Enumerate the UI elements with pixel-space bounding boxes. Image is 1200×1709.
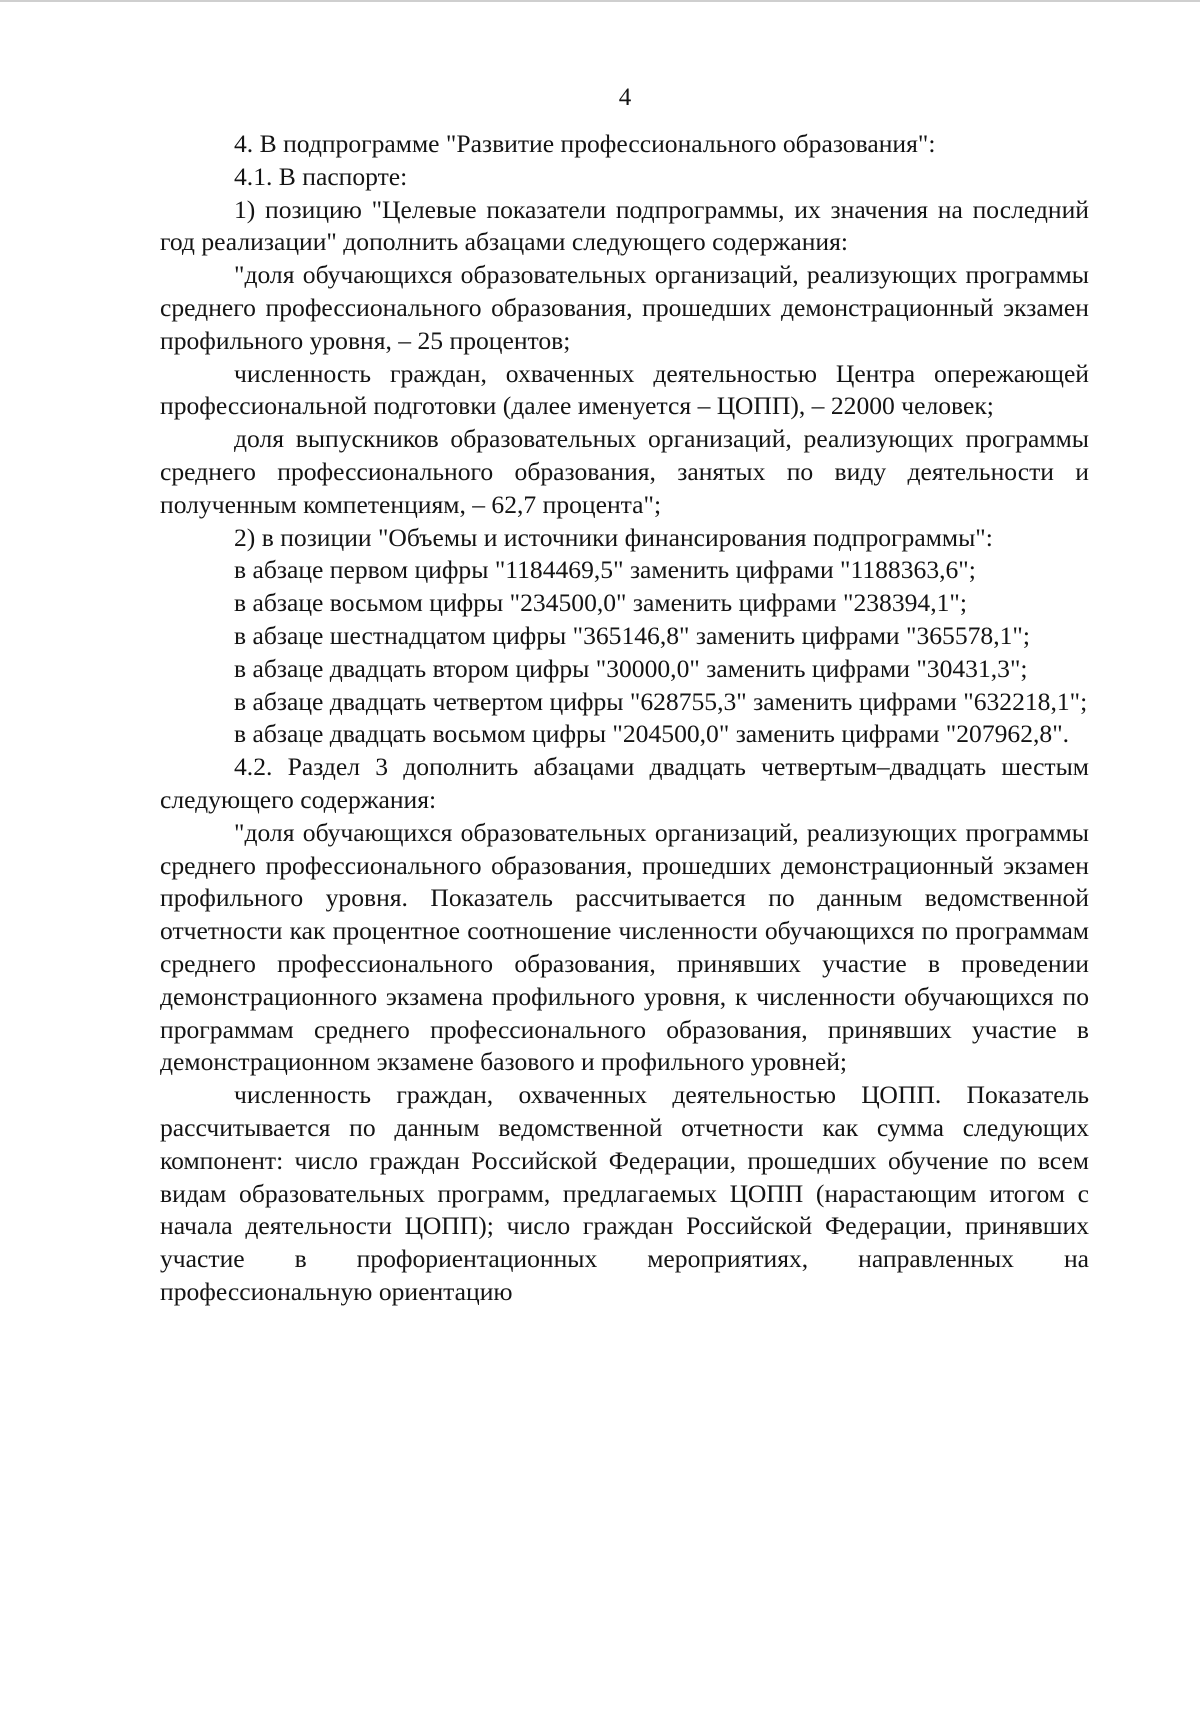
paragraph-demo-exam-indicator: "доля обучающихся образовательных организаций, реализующих программы среднего профессионального образования, прошедших демонстрационный экзамен профильного уровня. Показатель рассчитывается по данным ведомственной отчетности как процентное соотношение численности обучающихся по программам среднего профессионального образования, принявших участие в проведении демонстрационного экзамена профильного уровня, к численности обучающихся по программам среднего профессионального образования, принявших участие в демонстрационном экзамене базового и профильного уровней; [160,817,1089,1077]
paragraph-replace-first: в абзаце первом цифры "1184469,5" заменить цифрами "1188363,6"; [234,555,976,585]
paragraph-replace-twenty-second: в абзаце двадцать втором цифры "30000,0" заменить цифрами "30431,3"; [234,653,1028,683]
paragraph-copp-count: численность граждан, охваченных деятельностью Центра опережающей профессиональной подготовки (далее именуется – ЦОПП), – 22000 человек; [160,358,1089,421]
paragraph-replace-eighth: в абзаце восьмом цифры "234500,0" заменить цифрами "238394,1"; [234,588,967,618]
page-number: 4 [618,84,632,111]
document-body [160,128,1089,1309]
paragraph-subprogram-heading: 4. В подпрограмме "Развитие профессионального образования": [234,129,936,158]
paragraph-replace-twenty-eighth: в абзаце двадцать восьмом цифры "204500,0" заменить цифрами "207962,8". [234,719,1070,749]
paragraph-replace-twenty-fourth: в абзаце двадцать четвертом цифры "628755,3" заменить цифрами "632218,1"; [234,686,1088,716]
paragraph-demo-exam-share: "доля обучающихся образовательных организаций, реализующих программы среднего профессионального образования, прошедших демонстрационный экзамен профильного уровня, – 25 процентов; [160,260,1089,355]
paragraph-item-1: 1) позицию "Целевые показатели подпрограммы, их значения на последний год реализации" дополнить абзацами следующего содержания: [160,194,1089,257]
scan-edge-line [0,0,1200,2]
paragraph-replace-sixteenth: в абзаце шестнадцатом цифры "365146,8" заменить цифрами "365578,1"; [234,620,1030,650]
paragraph-graduates-share: доля выпускников образовательных организаций, реализующих программы среднего профессионального образования, занятых по виду деятельности и полученным компетенциям, – 62,7 процента"; [160,424,1089,519]
paragraph-item-2: 2) в позиции "Объемы и источники финансирования подпрограммы": [234,522,993,552]
paragraph-passport-heading: 4.1. В паспорте: [234,161,408,191]
paragraph-section-3: 4.2. Раздел 3 дополнить абзацами двадцать четвертым–двадцать шестым следующего содержания: [160,752,1089,814]
paragraph-copp-indicator: численность граждан, охваченных деятельностью ЦОПП. Показатель рассчитывается по данным ведомственной отчетности как сумма следующих компонент: число граждан Российской Федерации, прошедших обучение по всем видам образовательных программ, предлагаемых ЦОПП (нарастающим итогом с начала деятельности ЦОПП); число граждан Российской Федерации, принявших участие в профориентационных мероприятиях, направленных на профессиональную ориентацию [160,1080,1089,1306]
